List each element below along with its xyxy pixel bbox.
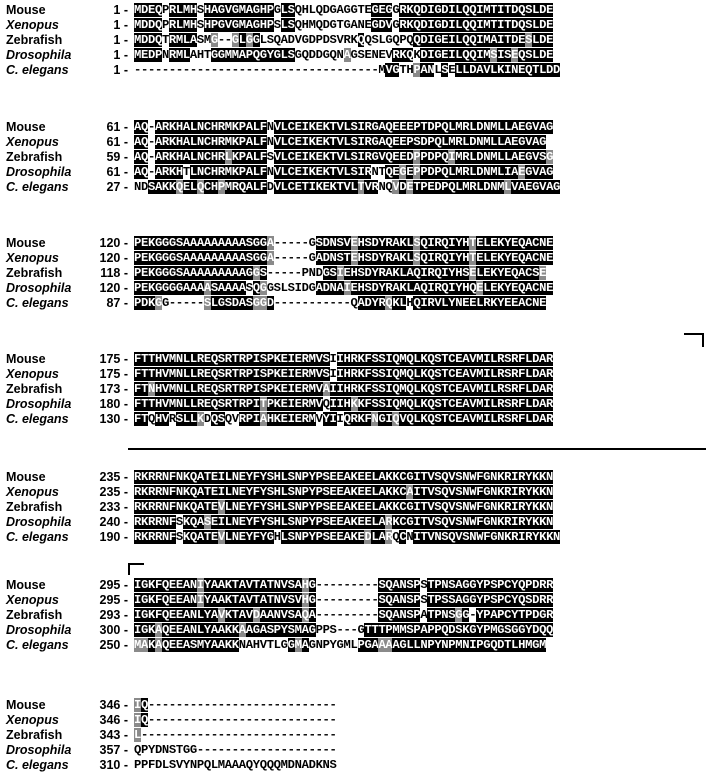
sequence-residues: PEKGGGSAAAAAAAAASGGA-----GSDNSVEHSDYRAKLSQIRQIYHTELEKYEQACNE: [134, 236, 554, 250]
residue-start-number: 87 -: [106, 296, 128, 310]
species-label: Zebrafish: [6, 382, 63, 396]
residue-start-number: 357 -: [99, 743, 128, 757]
sequence-residues: IGKAQEEANLYAAKKAAGASPYSMAGPPS---GTTTPMMSPAPPQDSKGYPMGSGGYDQQ: [134, 623, 554, 637]
residue-start-number: 293 -: [99, 608, 128, 622]
sequence-residues: MEDPNRMLAHTGGMMAPQGYGLSGQDDGQNAGSENEVRKQKDIGEILQQIMSISEQSLDE: [134, 48, 554, 62]
residue-start-number: 118 -: [100, 266, 128, 280]
sequence-residues: RKRRNFSKQATEVLNEYFYGHLSNPYPSEEAKEDLARQCNITVNSQVSNWFGNKRIRYKKN: [134, 530, 561, 544]
species-label: C. elegans: [6, 758, 69, 772]
residue-start-number: 130 -: [99, 412, 128, 426]
sequence-residues: AQ-ARKHALNCHRLKPALFSVLCEIKEKTVLSIRGVQEEDPPDPQIMRLDNMLLAEGVSG: [134, 150, 554, 164]
species-label: Drosophila: [6, 48, 72, 62]
sequence-residues: IGKFQEEANIYAAKTAVTATNVSVHG---------SQANSPSTPSSAGGYPSPCYQSDRR: [134, 593, 554, 607]
species-label: C. elegans: [6, 412, 69, 426]
sequence-residues: MDDQTRMLASMG--GLGGLSQADVGDPDSVRKQQSLGQPQQDIGEILQQIMAITDESLDE: [134, 33, 554, 47]
species-label: Zebrafish: [6, 150, 63, 164]
residue-start-number: 300 -: [99, 623, 128, 637]
residue-start-number: 295 -: [99, 578, 128, 592]
residue-start-number: 346 -: [99, 713, 128, 727]
residue-start-number: 1 -: [113, 3, 128, 17]
sequence-residues: PPFDLSVYNPQLMAAAQYQQQMDNADKNS: [134, 758, 337, 772]
domain-span-line: [128, 448, 706, 450]
sequence-residues: PEKGGGSAAAAAAAAASGGA-----GADNSTEHSDYRAKLSQIRQIYHTELEKYEQACNE: [134, 251, 554, 265]
sequence-residues: RKRRNFSKQASEILNEYFYSHLSNPYPSEEAKEELARKCGITVSQVSNWFGNKRIRYKKN: [134, 515, 554, 529]
sequence-residues: PDKGG-----SLGSDASGGD-----------QADYRQKLHQIRVLYNEELRKYEEACNE: [134, 296, 547, 310]
domain-start-bracket-horizontal: [684, 333, 704, 335]
sequence-residues: FTTHVMNLLREQSRTRPITPKEIERMVQIIHKKFSSIQMQLKQSTCEAVMILRSRFLDAR: [134, 397, 554, 411]
residue-start-number: 1 -: [113, 33, 128, 47]
species-label: Zebrafish: [6, 608, 63, 622]
species-label: Drosophila: [6, 623, 72, 637]
sequence-residues: MDDQPRLMHSHPGVGMAGHPSLSQHMQDGTGANEGDVGRKQDIGDILQQIMTITDQSLDE: [134, 18, 554, 32]
species-label: C. elegans: [6, 296, 69, 310]
residue-start-number: 1 -: [113, 48, 128, 62]
residue-start-number: 27 -: [106, 180, 128, 194]
species-label: Xenopus: [6, 251, 59, 265]
residue-start-number: 175 -: [99, 352, 128, 366]
species-label: Xenopus: [6, 593, 59, 607]
species-label: Xenopus: [6, 713, 59, 727]
species-label: Zebrafish: [6, 728, 63, 742]
sequence-residues: QPYDNSTGG--------------------: [134, 743, 337, 757]
species-label: C. elegans: [6, 63, 69, 77]
species-label: Zebrafish: [6, 500, 63, 514]
residue-start-number: 310 -: [99, 758, 128, 772]
species-label: Drosophila: [6, 397, 72, 411]
species-label: Zebrafish: [6, 33, 63, 47]
sequence-residues: RKRRNFNKQATEILNEYFYSHLSNPYPSEEAKEELAKKCAITVSQVSNWFGNKRIRYKKN: [134, 485, 554, 499]
species-label: Drosophila: [6, 743, 72, 757]
residue-start-number: 61 -: [106, 165, 128, 179]
residue-start-number: 120 -: [99, 251, 128, 265]
species-label: Xenopus: [6, 18, 59, 32]
domain-end-bracket-vertical: [128, 563, 130, 575]
sequence-residues: MDEQPRLMHSHAGVGMAGHPGLSQHLQDGAGGTEGEGGRKQDIGDILQQIMTITDQSLDE: [134, 3, 554, 17]
sequence-residues: IQ---------------------------: [134, 713, 337, 727]
residue-start-number: 240 -: [99, 515, 128, 529]
sequence-residues: RKRRNFNKQATEVLNEYFYSHLSNPYPSEEAKEELAKKCGITVSQVSNWFGNKRIRYKKN: [134, 500, 554, 514]
residue-start-number: 295 -: [99, 593, 128, 607]
sequence-residues: FTNHVMNLLREQSRTRPISPKEIERMVAIIHRKFSSIQMQLKQSTCEAVMILRSRFLDAR: [134, 382, 554, 396]
sequence-residues: IGKFQEEANIYAAKTAVTATNVSAHG---------SQANSPSTPNSAGGYPSPCYQPDRR: [134, 578, 554, 592]
species-label: Drosophila: [6, 515, 72, 529]
residue-start-number: 346 -: [99, 698, 128, 712]
sequence-residues: IQ---------------------------: [134, 698, 337, 712]
species-label: Xenopus: [6, 367, 59, 381]
residue-start-number: 343 -: [99, 728, 128, 742]
species-label: Mouse: [6, 470, 46, 484]
residue-start-number: 61 -: [106, 120, 128, 134]
residue-start-number: 59 -: [106, 150, 128, 164]
sequence-residues: AQ-ARKHALNCHRMKPALFNVLCEIKEKTVLSIRGAQEEEPTDPQLMRLDNMLLAEGVAG: [134, 120, 554, 134]
sequence-residues: AQ-ARKHTLNCHRMKPALFNVLCEIKEKTVLSIRNTQEGEPPDPQLMRLDNMLIAEGVAG: [134, 165, 554, 179]
species-label: Mouse: [6, 578, 46, 592]
sequence-residues: -----------------------------------MVGTHPANLSELLDAVLKINEQTLDD: [134, 63, 561, 77]
residue-start-number: 233 -: [99, 500, 128, 514]
sequence-residues: AQ-ARKHALNCHRMKPALFNVLCEIKEKTVLSIRGAQEEPSDPQLMRLDNMLLAEGVAG: [134, 135, 547, 149]
species-label: Xenopus: [6, 485, 59, 499]
domain-end-bracket-horizontal: [128, 563, 144, 565]
residue-start-number: 180 -: [99, 397, 128, 411]
species-label: Mouse: [6, 698, 46, 712]
sequence-residues: FTTHVMNLLREQSRTRPISPKEIERMVSIIHRKFSSIQMQLKQSTCEAVMILRSRFLDAR: [134, 367, 554, 381]
residue-start-number: 120 -: [99, 281, 128, 295]
sequence-residues: PEKGGGSAAAAAAAAAGGS-----PNDGSIEHSDYRAKLAQIRQIYHSELEKYEQACSE: [134, 266, 547, 280]
sequence-residues: L----------------------------: [134, 728, 337, 742]
residue-start-number: 173 -: [99, 382, 128, 396]
sequence-residues: PEKGGGGAAAASAAAASQGGSLSIDGADNAIEHSDYRAKLAQIRQIYHQELEKYEQACNE: [134, 281, 554, 295]
species-label: C. elegans: [6, 530, 69, 544]
residue-start-number: 250 -: [99, 638, 128, 652]
species-label: Xenopus: [6, 135, 59, 149]
sequence-residues: NDSAKKQELQCHPMRQALFDVLCETIKEKTVLTVRNQVDETPEDPQLMRLDNMLVAEGVAG: [134, 180, 561, 194]
residue-start-number: 190 -: [99, 530, 128, 544]
species-label: C. elegans: [6, 180, 69, 194]
species-label: C. elegans: [6, 638, 69, 652]
sequence-residues: RKRRNFNKQATEILNEYFYSHLSNPYPSEEAKEELAKKCGITVSQVSNWFGNKRIRYKKN: [134, 470, 554, 484]
species-label: Zebrafish: [6, 266, 63, 280]
sequence-residues: FTQHVRSLLKDQSQVRPIAHKEIERMVYIIQRKFNGIQVQLKQSTCEAVMILRSRFLDAR: [134, 412, 554, 426]
species-label: Mouse: [6, 236, 46, 250]
residue-start-number: 120 -: [99, 236, 128, 250]
species-label: Mouse: [6, 120, 46, 134]
sequence-residues: IGKFQEEANLYAVKTAVDAANVSAQA---------SQANSPATPNSGG-YPAPCYTPDGR: [134, 608, 554, 622]
residue-start-number: 175 -: [99, 367, 128, 381]
residue-start-number: 1 -: [113, 18, 128, 32]
species-label: Drosophila: [6, 281, 72, 295]
species-label: Mouse: [6, 352, 46, 366]
residue-start-number: 61 -: [106, 135, 128, 149]
residue-start-number: 235 -: [99, 470, 128, 484]
species-label: Mouse: [6, 3, 46, 17]
residue-start-number: 1 -: [113, 63, 128, 77]
residue-start-number: 235 -: [99, 485, 128, 499]
sequence-residues: FTTHVMNLLREQSRTRPISPKEIERMVSIIHRKFSSIQMQLKQSTCEAVMILRSRFLDAR: [134, 352, 554, 366]
species-label: Drosophila: [6, 165, 72, 179]
sequence-residues: MAKAQEEASMYAAKKNAHVTLGGMAGNPYGMLPGAAAAGLLNPYNPMNIPGQDTLHMGM: [134, 638, 547, 652]
domain-start-bracket-vertical: [702, 333, 704, 347]
